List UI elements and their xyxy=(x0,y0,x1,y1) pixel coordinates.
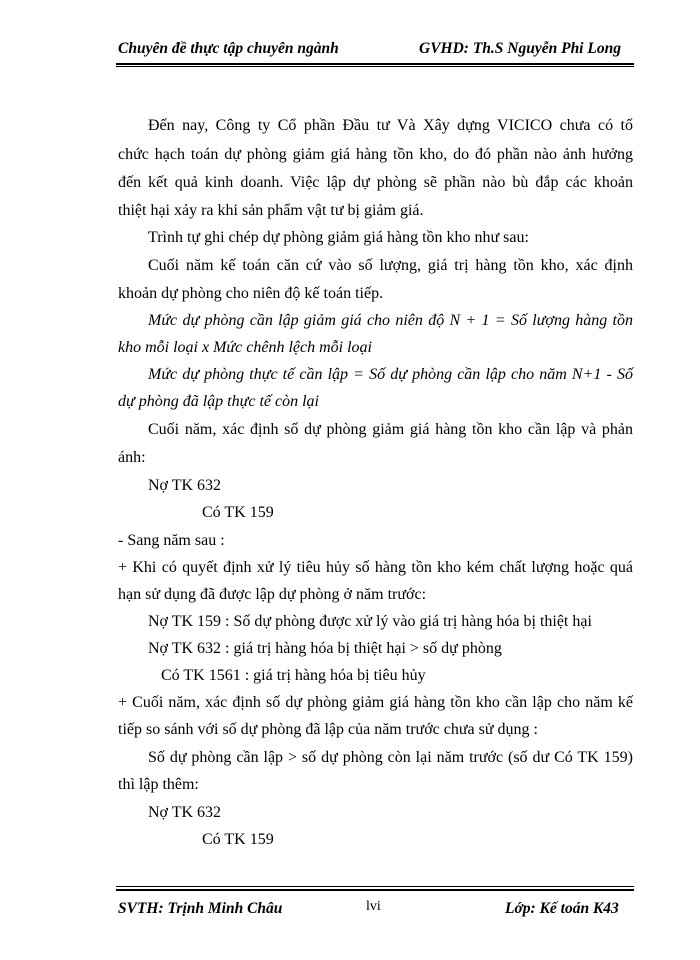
footer-student: SVTH: Trịnh Minh Châu xyxy=(118,900,283,917)
header-title: Chuyên đề thực tập chuyên ngành xyxy=(118,40,339,57)
formula-line: Mức dự phòng thực tế cần lập = Số dự phòng cần lập cho năm N+1 - Số xyxy=(148,366,633,383)
paragraph-line: khoản dự phòng cho niên độ kế toán tiếp. xyxy=(118,285,384,302)
paragraph-line: hạn sử dụng đã được lập dự phòng ở năm trước: xyxy=(118,586,427,603)
journal-debit: Nợ TK 632 xyxy=(148,804,222,821)
paragraph-line: thiệt hại xảy ra khi sản phẩm vật tư bị giảm giá. xyxy=(118,202,424,219)
paragraph-line: chức hạch toán dự phòng giảm giá hàng tồn kho, do đó phần nào ảnh hưởng xyxy=(118,146,633,163)
footer-rule-thick xyxy=(116,889,634,891)
journal-debit: Nợ TK 632 xyxy=(148,477,222,494)
formula-line: Mức dự phòng cần lập giảm giá cho niên độ N + 1 = Số lượng hàng tồn xyxy=(148,312,633,329)
header-rule-thin xyxy=(116,66,634,67)
header-rule-thick xyxy=(116,63,634,65)
formula-line: dự phòng đã lập thực tế còn lại xyxy=(118,393,319,410)
paragraph-line: tiếp so sánh với số dự phòng đã lập của năm trước chưa sử dụng : xyxy=(118,721,538,738)
header-advisor: GVHD: Th.S Nguyễn Phi Long xyxy=(419,40,621,57)
footer-rule-thin xyxy=(116,886,634,887)
paragraph-line: Đến nay, Công ty Cổ phần Đầu tư Và Xây dựng VICICO chưa có tổ xyxy=(148,117,633,134)
paragraph-line: ánh: xyxy=(118,449,146,466)
paragraph-line: - Sang năm sau : xyxy=(118,532,225,549)
journal-credit: Có TK 159 xyxy=(202,831,274,848)
footer-class: Lớp: Kế toán K43 xyxy=(505,900,619,917)
paragraph-line: thì lập thêm: xyxy=(118,776,199,793)
paragraph-line: đến kết quả kinh doanh. Việc lập dự phòng sẽ phần nào bù đắp các khoản xyxy=(118,174,633,191)
formula-line: kho mỗi loại x Mức chênh lệch mỗi loại xyxy=(118,339,372,356)
page-number: lvi xyxy=(366,899,381,914)
journal-debit: Nợ TK 632 : giá trị hàng hóa bị thiệt hại > số dự phòng xyxy=(148,640,502,657)
paragraph-line: Cuối năm kế toán căn cứ vào số lượng, giá trị hàng tồn kho, xác định xyxy=(148,257,633,274)
paragraph-line: Cuối năm, xác định số dự phòng giảm giá hàng tồn kho cần lập và phản xyxy=(148,421,633,438)
journal-credit: Có TK 1561 : giá trị hàng hóa bị tiêu hủy xyxy=(161,667,426,684)
journal-debit: Nợ TK 159 : Số dự phòng được xử lý vào giá trị hàng hóa bị thiệt hại xyxy=(148,613,592,630)
paragraph-line: Số dự phòng cần lập > số dự phòng còn lại năm trước (số dư Có TK 159) xyxy=(148,749,633,766)
journal-credit: Có TK 159 xyxy=(202,504,274,521)
paragraph-line: + Khi có quyết định xử lý tiêu hủy số hàng tồn kho kém chất lượng hoặc quá xyxy=(118,559,633,576)
paragraph-line: + Cuối năm, xác định số dự phòng giảm giá hàng tồn kho cần lập cho năm kế xyxy=(118,694,633,711)
paragraph-line: Trình tự ghi chép dự phòng giảm giá hàng tồn kho như sau: xyxy=(148,229,529,246)
